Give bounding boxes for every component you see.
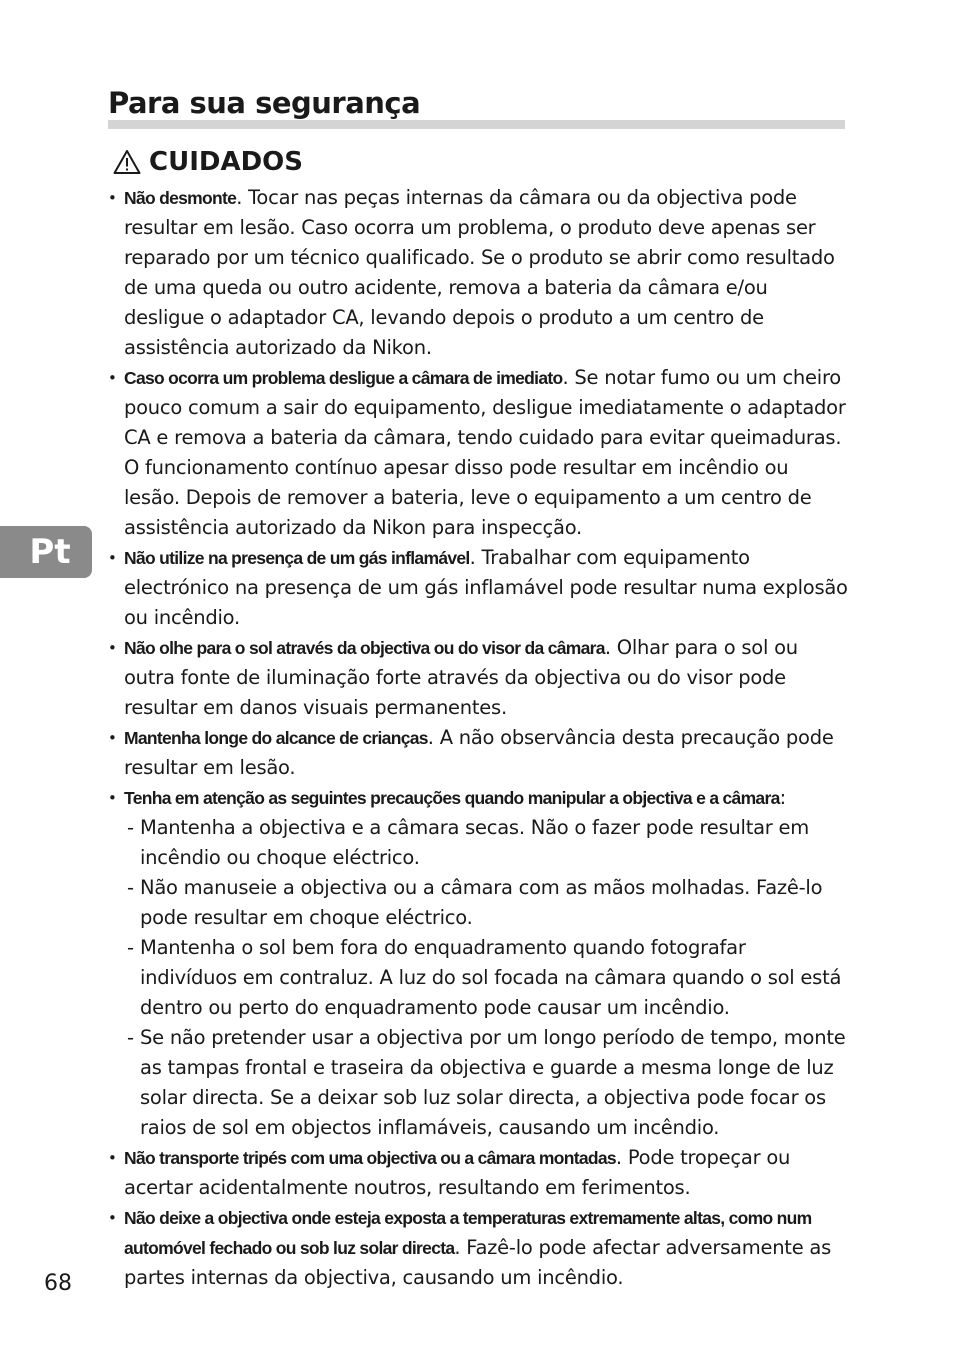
precaution-sublist — [124, 813, 848, 1143]
caution-text: . Pode tropeçar ou acertar acidentalmente noutros, resultando em ferimentos. — [124, 1146, 791, 1199]
caution-text: : — [779, 786, 786, 809]
caution-text: . Fazê-lo pode afectar adversamente as partes internas da objectiva, causando um incêndio. — [124, 1236, 832, 1289]
precaution-subitem: - Se não pretender usar a objectiva por um longo período de tempo, monte as tampas frontal e traseira da objectiva e guarde a mesma longe de luz solar directa. Se a deixar sob luz solar directa, a objectiva pode focar os raios de sol em objectos inflamáveis, causando um incêndio. — [124, 1023, 848, 1143]
caution-text: . Tocar nas peças internas da câmara ou da objectiva pode resultar em lesão. Caso ocorra um problema, o produto deve apenas ser reparado por um técnico qualificado. Se o produto se abrir como resultado de uma queda ou outro acidente, remova a bateria da câmara e/ou desligue o adaptador CA, levando depois o produto a um centro de assistência autorizado da Nikon. — [124, 186, 835, 359]
caution-item — [108, 783, 848, 1143]
section-heading — [113, 147, 303, 177]
warning-icon — [113, 149, 141, 175]
caution-text: . Olhar para o sol ou outra fonte de iluminação forte através da objectiva ou do visor pode resultar em danos visuais permanentes. — [124, 636, 798, 719]
caution-lead: Não desmonte — [124, 188, 237, 208]
caution-text: . A não observância desta precaução pode resultar em lesão. — [124, 726, 834, 779]
caution-item — [108, 543, 848, 633]
caution-lead: Caso ocorra um problema desligue a câmara de imediato — [124, 368, 563, 388]
caution-item — [108, 723, 848, 783]
page-number: 68 — [44, 1271, 72, 1296]
caution-lead: Não deixe a objectiva onde esteja exposta a temperaturas extremamente altas, como num automóvel fechado ou sob luz solar directa — [124, 1208, 812, 1258]
caution-text: . Trabalhar com equipamento electrónico na presença de um gás inflamável pode resultar numa explosão ou incêndio. — [124, 546, 848, 629]
precaution-subitem: - Mantenha o sol bem fora do enquadramento quando fotografar indivíduos em contraluz. A luz do sol focada na câmara quando o sol está dentro ou perto do enquadramento pode causar um incêndio. — [124, 933, 848, 1023]
caution-lead: Não transporte tripés com uma objectiva ou a câmara montadas — [124, 1148, 616, 1168]
caution-item — [108, 183, 848, 363]
precaution-subitem: - Não manuseie a objectiva ou a câmara com as mãos molhadas. Fazê-lo pode resultar em choque eléctrico. — [124, 873, 848, 933]
caution-lead: Mantenha longe do alcance de crianças — [124, 728, 428, 748]
caution-item — [108, 1143, 848, 1203]
precaution-subitem: - Mantenha a objectiva e a câmara secas. Não o fazer pode resultar em incêndio ou choque eléctrico. — [124, 813, 848, 873]
page-title: Para sua segurança — [108, 86, 421, 120]
title-rule — [108, 120, 845, 129]
caution-lead: Tenha em atenção as seguintes precauções quando manipular a objectiva e a câmara — [124, 788, 780, 808]
section-heading-label: CUIDADOS — [149, 147, 303, 177]
caution-item — [108, 363, 848, 543]
caution-item — [108, 633, 848, 723]
caution-item — [108, 1203, 848, 1293]
language-tab: Pt — [0, 526, 92, 578]
cautions-content — [108, 183, 848, 1293]
caution-lead: Não utilize na presença de um gás inflamável — [124, 548, 470, 568]
caution-text: . Se notar fumo ou um cheiro pouco comum a sair do equipamento, desligue imediatamente o adaptador CA e remova a bateria da câmara, tendo cuidado para evitar queimaduras. O funcionamento contínuo apesar disso pode resultar em incêndio ou lesão. Depois de remover a bateria, leve o equipamento a um centro de assistência autorizado da Nikon para inspecção. — [124, 366, 846, 539]
caution-list — [108, 183, 848, 1293]
caution-lead: Não olhe para o sol através da objectiva ou do visor da câmara — [124, 638, 605, 658]
